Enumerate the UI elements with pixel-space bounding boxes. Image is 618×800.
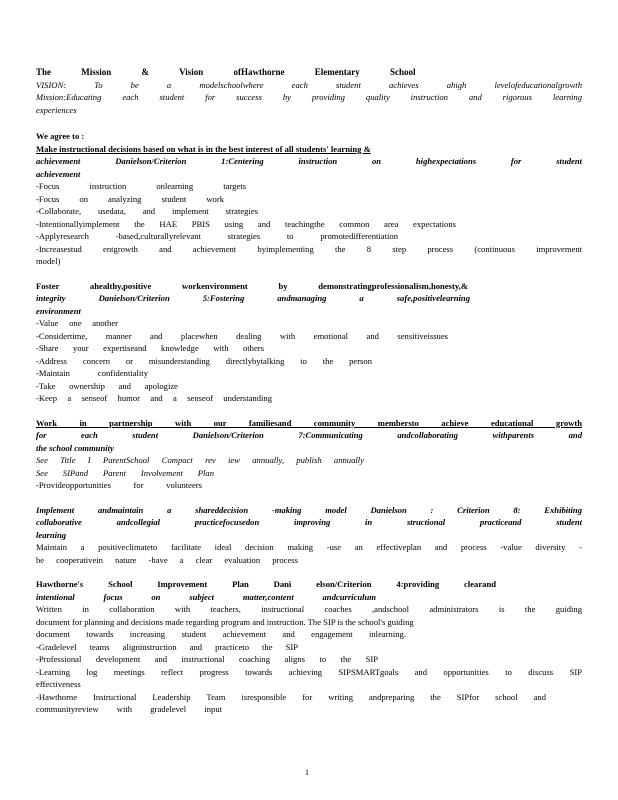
section-criterion: intentional focus on subject matter,content andcurriculum [36,591,376,602]
section-heading: Implement andmaintain a shareddecision -making model Danielson : Criterion 8: Exhibiting [36,504,582,515]
section-heading: Make instructional decisions based on what is in the best interest of all students' learning & [36,143,371,154]
list-item: -Learning log meetings reflect progress towards achieving SIPSMARTgoals and opportunities to discuss SIP [36,666,582,677]
section-heading: Work in partnership with our familiesand community membersto achieve educational growth [36,417,582,428]
paragraph-line: document for planning and decisions made regarding program and instruction. The SIP is the school's guiding [36,616,414,627]
list-item: -Collaborate, usedata, and implement strategies [36,206,258,216]
list-item: See SIPand Parent Involvement Plan [36,467,214,478]
mission-line-cont: experiences [36,104,77,115]
list-item: -Gradelevel teams aligninstruction and practiceto the SIP [36,641,298,652]
list-item: -Considertime, manner and placewhen dealing with emotional and sensitiveissues [36,330,448,341]
section-heading: Hawthorne's School Improvement Plan Dani elson/Criterion 4:providing clearand [36,579,496,589]
section-criterion: for each student Danielson/Criterion 7:Communicating andcollaborating withparents and [36,430,582,440]
paragraph-line: Written in collaboration with teachers, instructional coaches ,andschool administrators is the guiding [36,604,582,614]
vision-line: VISION: To be a modelschoolwhere each student achieves ahigh levelofeducationalgrowth [36,79,582,90]
page-number: 1 [305,768,309,777]
list-item: -Share your expertiseand knowledge with others [36,343,264,353]
section-heading: Foster ahealthy,positive workenvironment by demonstratingprofessionalism,honesty,& [36,280,468,291]
list-item: -Provideopportunities for volunteers [36,480,202,490]
paragraph-line: document towards increasing student achievement and engagement inlearning. [36,629,406,639]
list-item: communityreview with gradelevel input [36,704,222,714]
list-item: See Title I ParentSchool Compact rev iew annually, publish annually [36,455,364,465]
section-criterion: integrity Danielson/Criterion 5:Fostering andmanaging a safe,positivelearning [36,293,470,303]
section-criterion-cont: achievement [36,168,81,179]
list-item: -Maintain confidentiality [36,368,148,378]
section-partnership [36,417,582,492]
section-criterion-cont: environment [36,305,81,316]
section-shared-decision [36,504,582,567]
list-item: -Value one another [36,318,118,328]
list-item: -Professional development and instructional coaching aligns to the SIP [36,654,378,664]
section-school-improvement-plan [36,578,582,716]
document-title: The Mission & Vision ofHawthorne Elementary School [36,67,416,77]
mission-line: Mission:Educating each student for success by providing quality instruction and rigorous learning [36,92,582,102]
list-item: -Take ownership and apologize [36,380,178,391]
list-item: -Applyresearch -based,culturallyrelevant strategies to promotedifferentiation [36,231,398,241]
list-item: -Address concern or misunderstanding directlybytalking to the person [36,355,372,366]
we-agree-heading: We agree to : [36,131,85,141]
list-item: -Hawthorne Instructional Leadership Team isresponsible for writing andpreparing the SIPfor school and [36,691,546,702]
list-item: -Focus on analyzing student work [36,193,224,204]
list-item: effectiveness [36,679,81,689]
list-item: model) [36,256,61,266]
list-item: -Intentionallyimplement the HAE PBIS using and teachingthe common area expectations [36,218,456,229]
section-criterion: collaborative andcollegial practicefocusedon improving in structional practiceand student [36,517,582,527]
list-item: -Keep a senseof humor and a senseof understanding [36,393,272,403]
list-item: Maintain a positiveclimateto facilitate ideal decision making -use an effectiveplan and process -value diversity - [36,542,582,552]
section-criterion-cont: the school community [36,442,114,453]
list-item: -Focus instruction onlearning targets [36,181,246,191]
section-criterion: achievement Danielson/Criterion 1:Centering instruction on highexpectations for student [36,156,582,166]
list-item: be cooperativein nature -have a clear evaluation process [36,554,298,565]
list-item: -Increasestud entgrowth and achievement byimplementing the 8 step process (continuous improvement [36,243,582,254]
section-work-environment [36,280,582,405]
document-page [36,66,582,716]
section-criterion-cont: learning [36,529,67,540]
section-instructional-decisions [36,143,582,268]
